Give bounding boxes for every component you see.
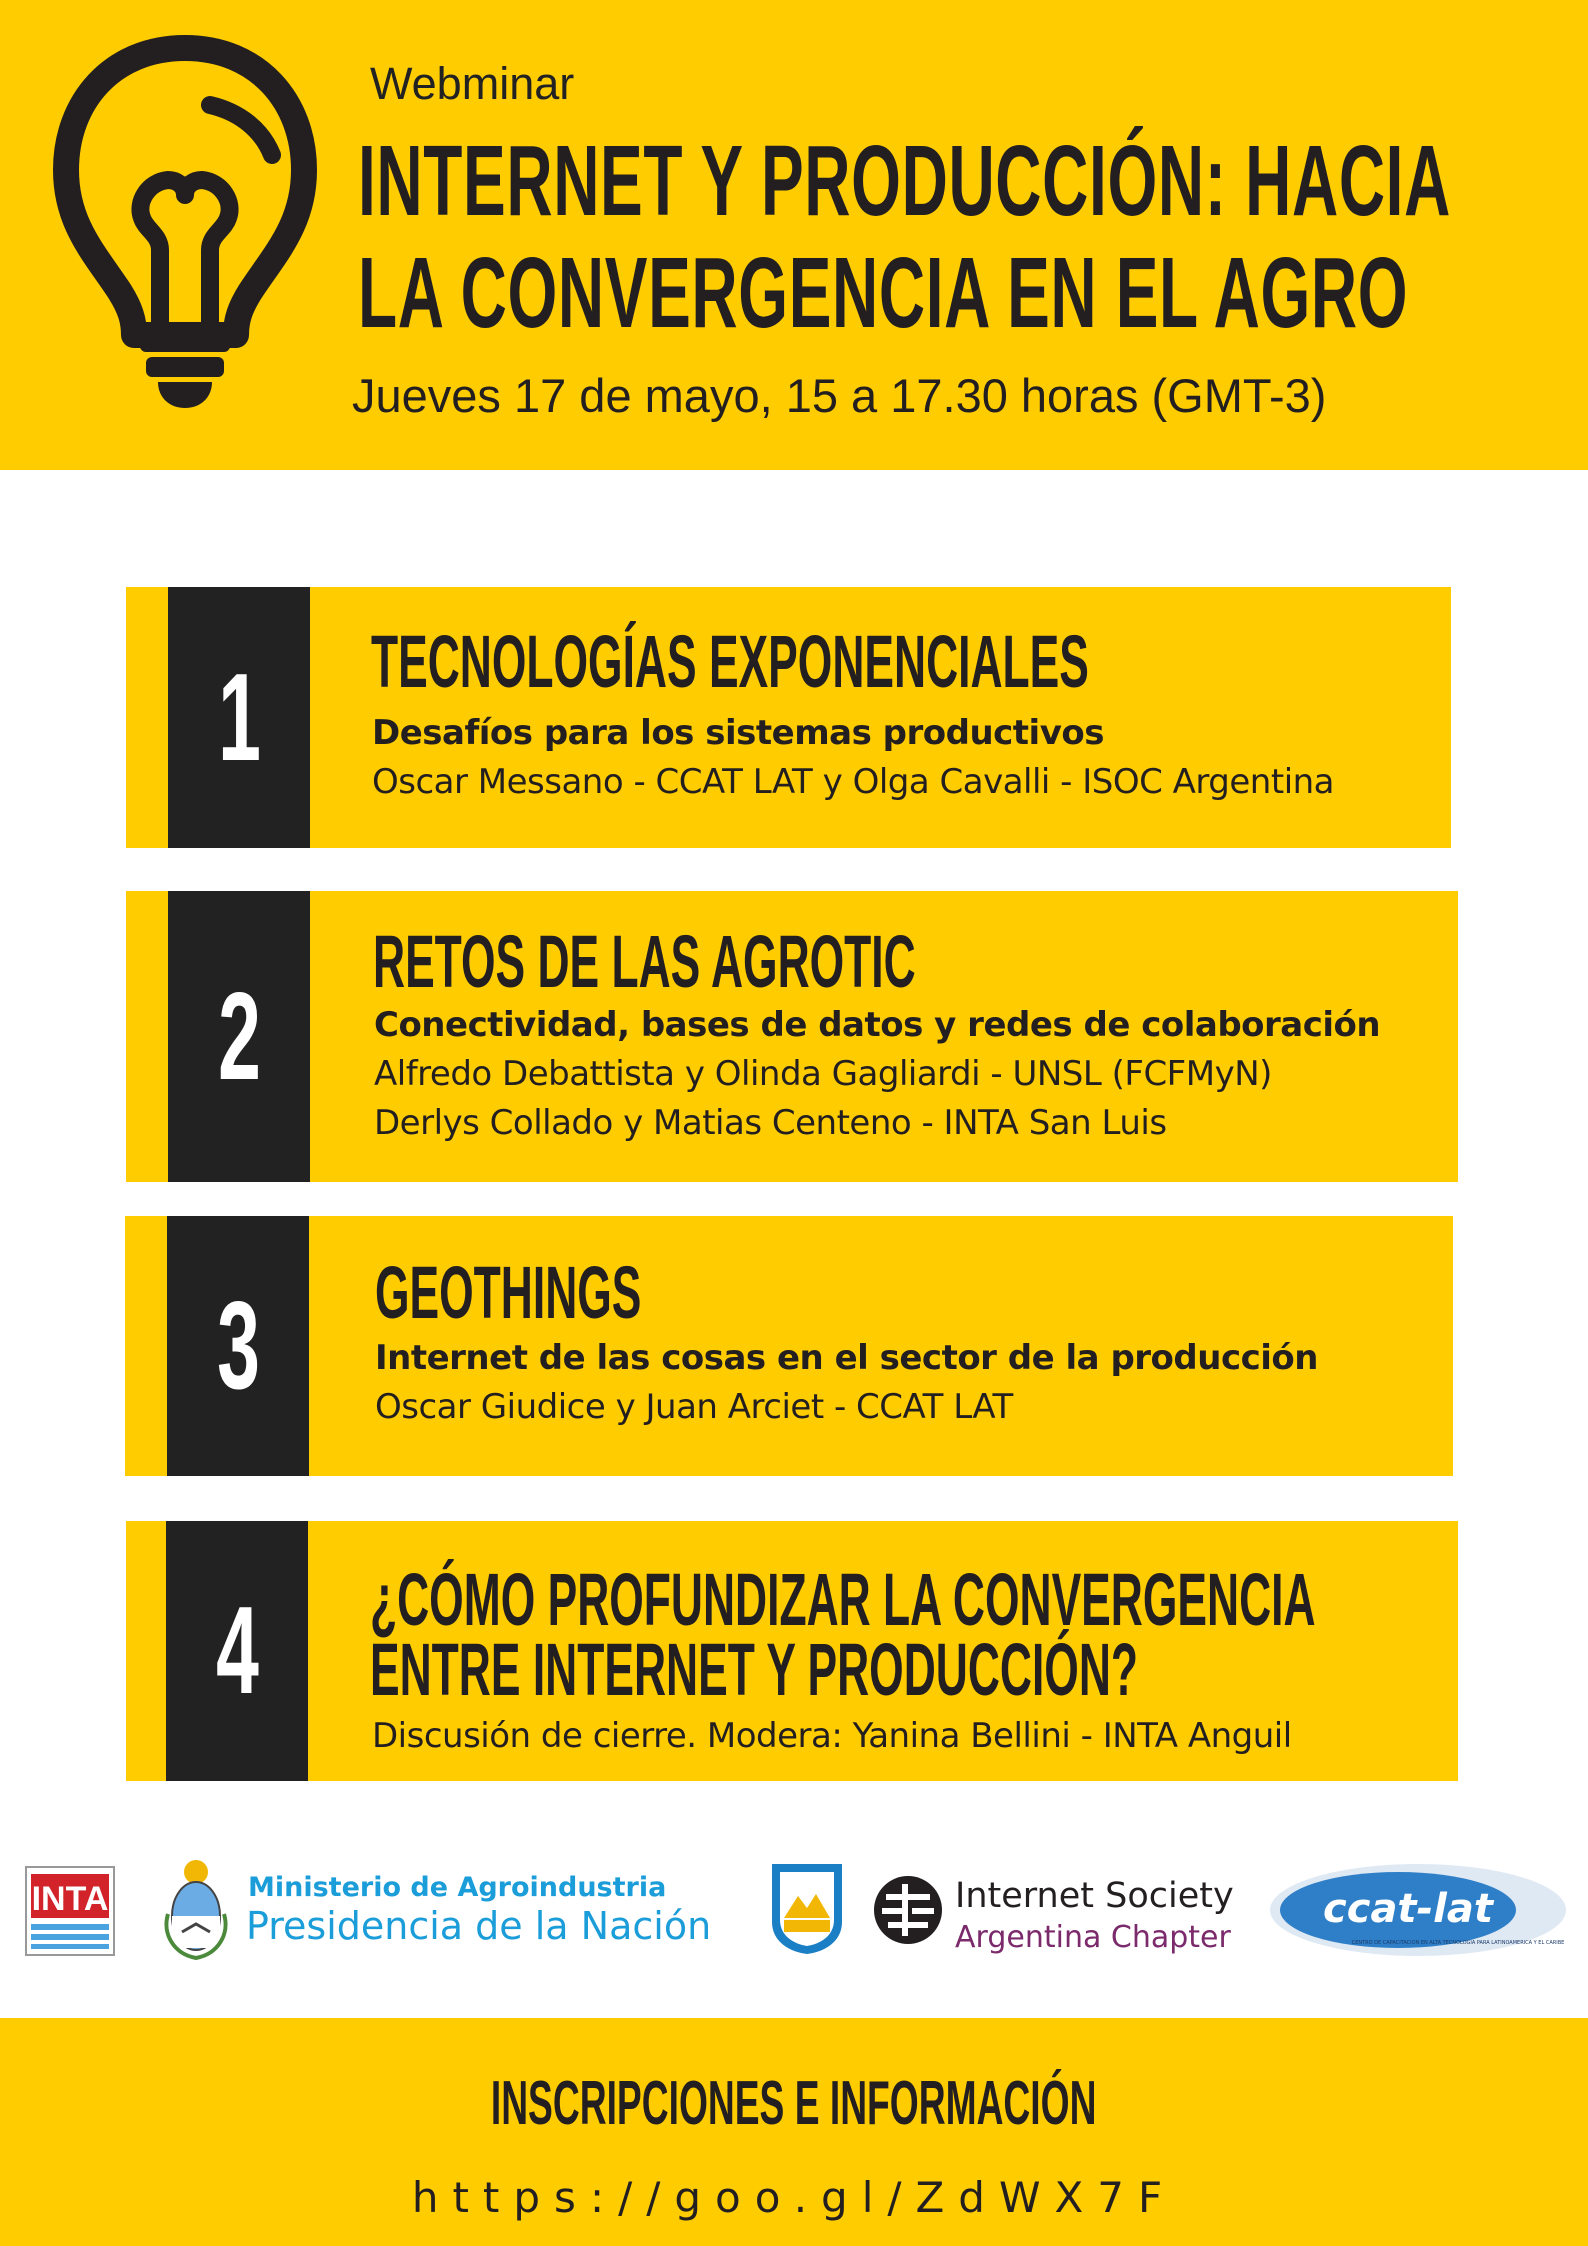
ministerio-line2: Presidencia de la Nación (246, 1904, 712, 1948)
ministerio-line1: Ministerio de Agroindustria (248, 1872, 667, 1903)
svg-text:CENTRO DE CAPACITACION EN ALTA: CENTRO DE CAPACITACION EN ALTA TECNOLOGIA PARA LATINOAMERICA Y EL CARIBE (1351, 1940, 1565, 1946)
session-card-3 (125, 1216, 1453, 1476)
session-speakers: Oscar Giudice y Juan Arciet - CCAT LAT (375, 1387, 1013, 1427)
session-card-1 (126, 587, 1451, 848)
san-luis-shield-icon (768, 1860, 846, 1956)
footer-title: INSCRIPCIONES E INFORMACIÓN (491, 2069, 1097, 2138)
session-title-line1: ¿CÓMO PROFUNDIZAR LA CONVERGENCIA (370, 1558, 1316, 1641)
national-coat-of-arms-icon (160, 1854, 232, 1962)
session-title: GEOTHINGS (375, 1251, 642, 1334)
svg-text:ccat-lat: ccat-lat (1323, 1886, 1493, 1932)
session-speakers: Oscar Messano - CCAT LAT y Olga Cavalli - ISOC Argentina (372, 762, 1335, 802)
session-title-line2: ENTRE INTERNET Y PRODUCCIÓN? (370, 1628, 1139, 1711)
session-number: 2 (168, 891, 310, 1182)
page-title-line1: INTERNET Y PRODUCCIÓN: HACIA (358, 125, 1451, 237)
svg-text:INTA: INTA (31, 1880, 109, 1918)
page-title (358, 125, 1451, 349)
session-subtitle: Desafíos para los sistemas productivos (372, 713, 1104, 753)
session-number: 1 (168, 587, 310, 848)
page-title-line2: LA CONVERGENCIA EN EL AGRO (358, 237, 1409, 349)
isoc-chapter: Argentina Chapter (955, 1920, 1231, 1955)
isoc-name: Internet Society (955, 1876, 1234, 1916)
session-card-4 (126, 1521, 1458, 1781)
session-card-2 (126, 891, 1458, 1182)
header-banner (0, 0, 1588, 470)
session-number: 3 (167, 1216, 309, 1476)
internet-society-globe-icon (872, 1874, 944, 1946)
footer-banner (0, 2018, 1588, 2246)
lightbulb-icon (50, 30, 320, 410)
session-title: TECNOLOGÍAS EXPONENCIALES (371, 620, 1089, 703)
inta-logo (25, 1866, 115, 1956)
session-title: RETOS DE LAS AGROTIC (373, 920, 916, 1003)
session-speakers: Discusión de cierre. Modera: Yanina Bellini - INTA Anguil (372, 1716, 1292, 1756)
event-date: Jueves 17 de mayo, 15 a 17.30 horas (GMT-3) (352, 369, 1327, 422)
session-number: 4 (166, 1521, 308, 1781)
registration-link[interactable]: https://goo.gl/ZdWX7F (411, 2173, 1177, 2222)
event-type-label: Webminar (370, 58, 575, 109)
session-subtitle: Internet de las cosas en el sector de la producción (375, 1338, 1318, 1378)
ccat-lat-logo (1268, 1860, 1568, 1960)
sponsor-logos (0, 1840, 1588, 1980)
session-speakers: Derlys Collado y Matias Centeno - INTA San Luis (374, 1103, 1167, 1143)
session-subtitle: Conectividad, bases de datos y redes de colaboración (374, 1005, 1381, 1045)
session-speakers: Alfredo Debattista y Olinda Gagliardi - UNSL (FCFMyN) (374, 1054, 1272, 1094)
